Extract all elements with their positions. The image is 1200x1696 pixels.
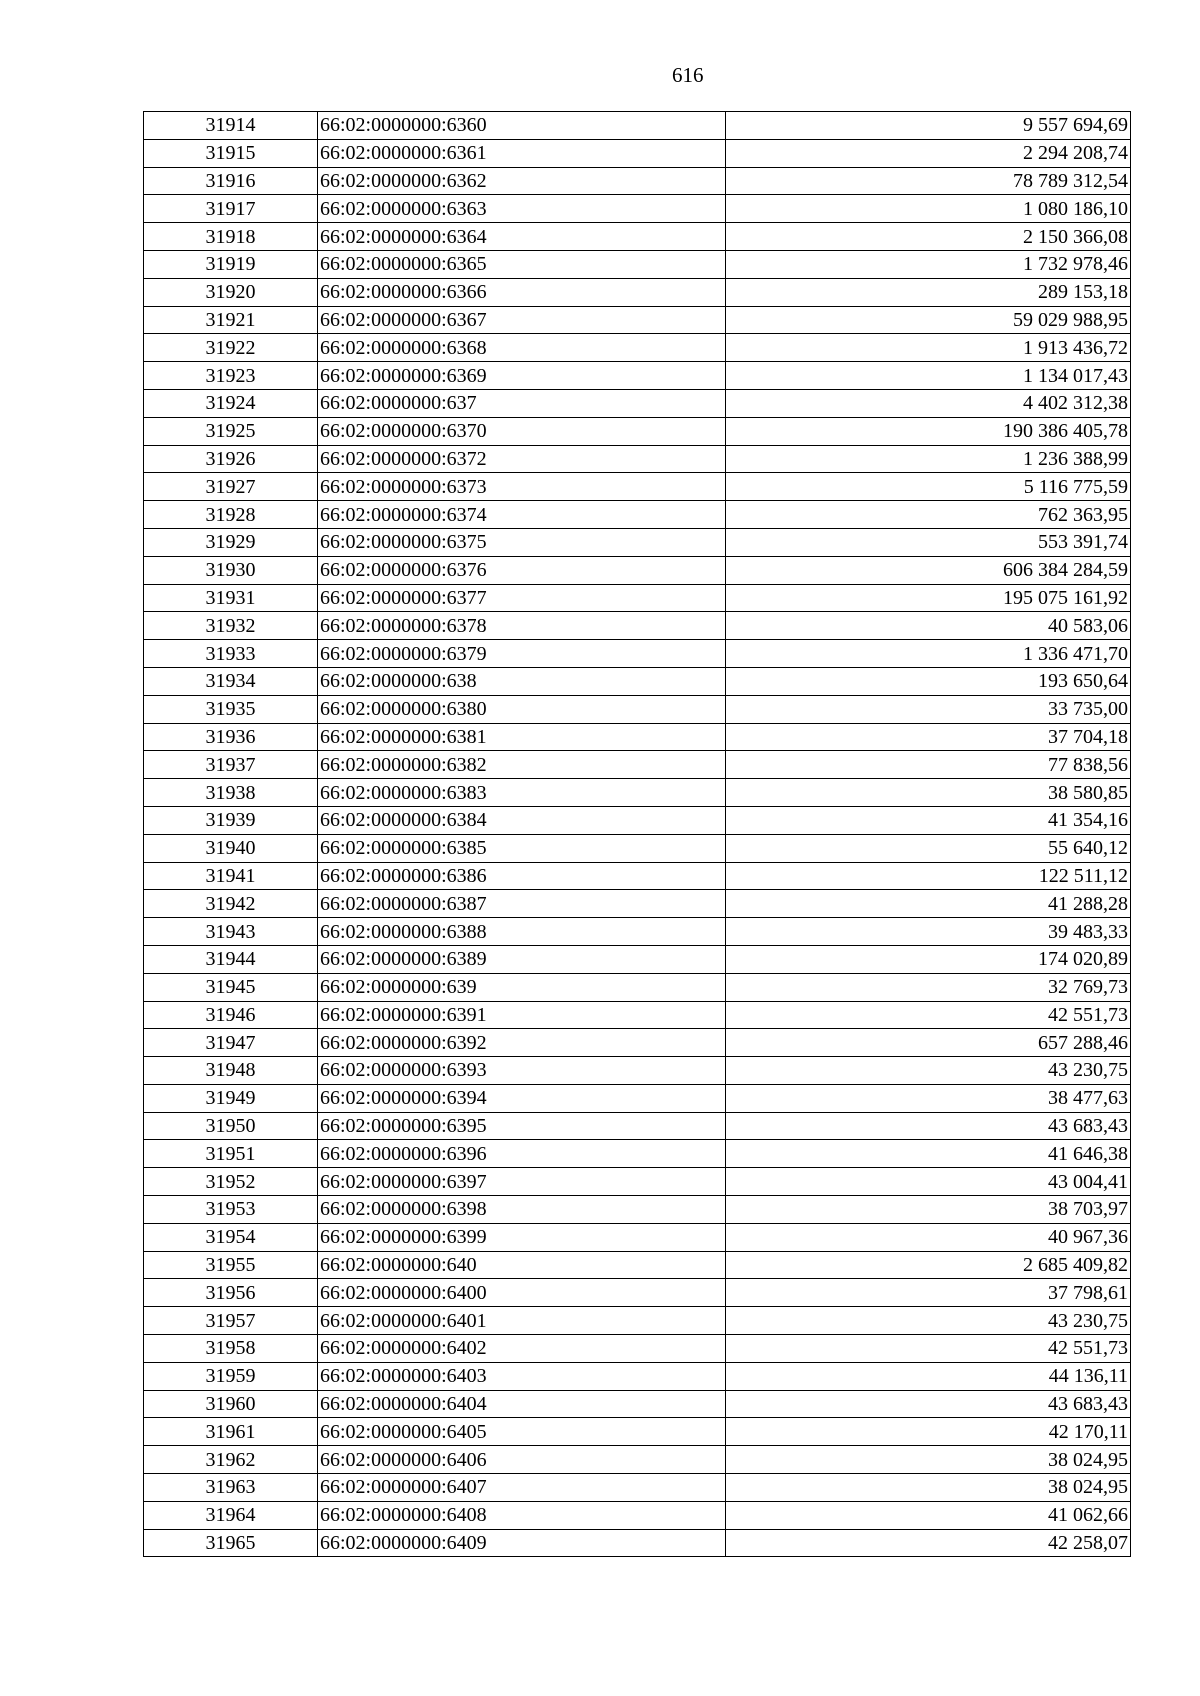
table-row [144,445,1131,473]
row-number-cell: 31964 [144,1501,318,1529]
row-number-cell: 31934 [144,667,318,695]
table-body [144,112,1131,1557]
row-number-cell: 31963 [144,1474,318,1502]
cadastral-number-cell: 66:02:0000000:6376 [318,556,726,584]
cadastral-value-cell: 40 583,06 [726,612,1131,640]
row-number-cell: 31950 [144,1112,318,1140]
cadastral-number-cell: 66:02:0000000:6381 [318,723,726,751]
table-row [144,612,1131,640]
row-number-cell: 31935 [144,695,318,723]
table-row [144,1168,1131,1196]
row-number-cell: 31946 [144,1001,318,1029]
cadastral-value-cell: 43 230,75 [726,1307,1131,1335]
table-row [144,918,1131,946]
cadastral-number-cell: 66:02:0000000:6373 [318,473,726,501]
cadastral-number-cell: 66:02:0000000:6399 [318,1223,726,1251]
cadastral-value-cell: 41 646,38 [726,1140,1131,1168]
table-row [144,1196,1131,1224]
cadastral-value-cell: 41 288,28 [726,890,1131,918]
row-number-cell: 31938 [144,779,318,807]
cadastral-value-table [143,111,1131,1557]
page-header [0,62,1200,88]
cadastral-number-cell: 66:02:0000000:6388 [318,918,726,946]
cadastral-number-cell: 66:02:0000000:6393 [318,1057,726,1085]
cadastral-number-cell: 66:02:0000000:6379 [318,640,726,668]
table-row [144,139,1131,167]
row-number-cell: 31948 [144,1057,318,1085]
cadastral-number-cell: 66:02:0000000:6404 [318,1390,726,1418]
row-number-cell: 31955 [144,1251,318,1279]
row-number-cell: 31916 [144,167,318,195]
row-number-cell: 31951 [144,1140,318,1168]
table-row [144,1057,1131,1085]
cadastral-number-cell: 66:02:0000000:6387 [318,890,726,918]
row-number-cell: 31965 [144,1529,318,1557]
cadastral-number-cell: 66:02:0000000:6386 [318,862,726,890]
table-row [144,1112,1131,1140]
cadastral-value-cell: 4 402 312,38 [726,389,1131,417]
cadastral-number-cell: 66:02:0000000:6397 [318,1168,726,1196]
cadastral-value-cell: 37 704,18 [726,723,1131,751]
cadastral-number-cell: 66:02:0000000:6378 [318,612,726,640]
cadastral-number-cell: 66:02:0000000:637 [318,389,726,417]
cadastral-number-cell: 66:02:0000000:6385 [318,834,726,862]
table-row [144,1223,1131,1251]
cadastral-value-cell: 762 363,95 [726,501,1131,529]
row-number-cell: 31919 [144,250,318,278]
row-number-cell: 31942 [144,890,318,918]
cadastral-value-cell: 41 354,16 [726,806,1131,834]
cadastral-value-cell: 43 230,75 [726,1057,1131,1085]
table-row [144,556,1131,584]
cadastral-number-cell: 66:02:0000000:6383 [318,779,726,807]
row-number-cell: 31940 [144,834,318,862]
table-row [144,751,1131,779]
cadastral-value-cell: 9 557 694,69 [726,112,1131,140]
table-row [144,278,1131,306]
table-row [144,306,1131,334]
cadastral-number-cell: 66:02:0000000:6398 [318,1196,726,1224]
cadastral-value-cell: 2 685 409,82 [726,1251,1131,1279]
row-number-cell: 31941 [144,862,318,890]
row-number-cell: 31953 [144,1196,318,1224]
table-row [144,723,1131,751]
cadastral-value-cell: 43 683,43 [726,1112,1131,1140]
cadastral-value-cell: 2 294 208,74 [726,139,1131,167]
table-row [144,1362,1131,1390]
cadastral-value-cell: 42 551,73 [726,1001,1131,1029]
row-number-cell: 31962 [144,1446,318,1474]
row-number-cell: 31917 [144,195,318,223]
cadastral-value-cell: 40 967,36 [726,1223,1131,1251]
row-number-cell: 31926 [144,445,318,473]
table-row [144,1279,1131,1307]
cadastral-value-cell: 55 640,12 [726,834,1131,862]
table-row [144,667,1131,695]
cadastral-number-cell: 66:02:0000000:6400 [318,1279,726,1307]
row-number-cell: 31937 [144,751,318,779]
cadastral-number-cell: 66:02:0000000:6382 [318,751,726,779]
table-row [144,1529,1131,1557]
cadastral-number-cell: 66:02:0000000:6396 [318,1140,726,1168]
cadastral-value-cell: 174 020,89 [726,945,1131,973]
cadastral-number-cell: 66:02:0000000:6374 [318,501,726,529]
table-row [144,250,1131,278]
table-row [144,473,1131,501]
cadastral-value-cell: 1 913 436,72 [726,334,1131,362]
cadastral-number-cell: 66:02:0000000:6405 [318,1418,726,1446]
cadastral-number-cell: 66:02:0000000:639 [318,973,726,1001]
cadastral-value-cell: 1 732 978,46 [726,250,1131,278]
row-number-cell: 31960 [144,1390,318,1418]
cadastral-number-cell: 66:02:0000000:6402 [318,1335,726,1363]
row-number-cell: 31928 [144,501,318,529]
row-number-cell: 31954 [144,1223,318,1251]
row-number-cell: 31921 [144,306,318,334]
row-number-cell: 31933 [144,640,318,668]
row-number-cell: 31959 [144,1362,318,1390]
table-row [144,112,1131,140]
table-row [144,1140,1131,1168]
row-number-cell: 31958 [144,1335,318,1363]
cadastral-number-cell: 66:02:0000000:640 [318,1251,726,1279]
table-row [144,1501,1131,1529]
row-number-cell: 31944 [144,945,318,973]
table-row [144,1307,1131,1335]
table-row [144,195,1131,223]
cadastral-number-cell: 66:02:0000000:6377 [318,584,726,612]
table-row [144,501,1131,529]
table-row [144,945,1131,973]
row-number-cell: 31925 [144,417,318,445]
table-row [144,973,1131,1001]
cadastral-value-cell: 38 024,95 [726,1474,1131,1502]
table-row [144,1390,1131,1418]
cadastral-number-cell: 66:02:0000000:6362 [318,167,726,195]
table-row [144,1418,1131,1446]
row-number-cell: 31920 [144,278,318,306]
row-number-cell: 31957 [144,1307,318,1335]
table-row [144,389,1131,417]
cadastral-value-cell: 43 683,43 [726,1390,1131,1418]
row-number-cell: 31924 [144,389,318,417]
table-row [144,334,1131,362]
cadastral-value-cell: 1 134 017,43 [726,362,1131,390]
cadastral-value-cell: 1 336 471,70 [726,640,1131,668]
cadastral-value-cell: 42 258,07 [726,1529,1131,1557]
table-row [144,695,1131,723]
row-number-cell: 31956 [144,1279,318,1307]
row-number-cell: 31930 [144,556,318,584]
table-row [144,362,1131,390]
table-row [144,1335,1131,1363]
table-row [144,890,1131,918]
cadastral-number-cell: 66:02:0000000:6392 [318,1029,726,1057]
cadastral-value-cell: 195 075 161,92 [726,584,1131,612]
cadastral-value-cell: 5 116 775,59 [726,473,1131,501]
table-row [144,862,1131,890]
cadastral-number-cell: 66:02:0000000:6369 [318,362,726,390]
cadastral-value-cell: 38 703,97 [726,1196,1131,1224]
cadastral-number-cell: 66:02:0000000:6361 [318,139,726,167]
cadastral-value-cell: 606 384 284,59 [726,556,1131,584]
row-number-cell: 31932 [144,612,318,640]
cadastral-number-cell: 66:02:0000000:6360 [318,112,726,140]
cadastral-number-cell: 66:02:0000000:6366 [318,278,726,306]
row-number-cell: 31927 [144,473,318,501]
cadastral-value-cell: 553 391,74 [726,528,1131,556]
cadastral-value-cell: 32 769,73 [726,973,1131,1001]
row-number-cell: 31914 [144,112,318,140]
table-row [144,834,1131,862]
row-number-cell: 31945 [144,973,318,1001]
cadastral-value-cell: 193 650,64 [726,667,1131,695]
cadastral-number-cell: 66:02:0000000:6391 [318,1001,726,1029]
cadastral-number-cell: 66:02:0000000:6380 [318,695,726,723]
cadastral-number-cell: 66:02:0000000:6384 [318,806,726,834]
cadastral-value-cell: 42 170,11 [726,1418,1131,1446]
row-number-cell: 31929 [144,528,318,556]
cadastral-value-cell: 2 150 366,08 [726,223,1131,251]
cadastral-number-cell: 66:02:0000000:638 [318,667,726,695]
cadastral-value-cell: 37 798,61 [726,1279,1131,1307]
cadastral-number-cell: 66:02:0000000:6375 [318,528,726,556]
row-number-cell: 31949 [144,1084,318,1112]
cadastral-value-cell: 77 838,56 [726,751,1131,779]
cadastral-number-cell: 66:02:0000000:6409 [318,1529,726,1557]
cadastral-number-cell: 66:02:0000000:6394 [318,1084,726,1112]
cadastral-value-cell: 33 735,00 [726,695,1131,723]
row-number-cell: 31918 [144,223,318,251]
cadastral-number-cell: 66:02:0000000:6367 [318,306,726,334]
cadastral-number-cell: 66:02:0000000:6363 [318,195,726,223]
cadastral-number-cell: 66:02:0000000:6370 [318,417,726,445]
cadastral-value-cell: 190 386 405,78 [726,417,1131,445]
table-row [144,806,1131,834]
cadastral-value-cell: 289 153,18 [726,278,1131,306]
cadastral-number-cell: 66:02:0000000:6406 [318,1446,726,1474]
table-row [144,1446,1131,1474]
table-row [144,1084,1131,1112]
table-row [144,1029,1131,1057]
cadastral-value-cell: 39 483,33 [726,918,1131,946]
cadastral-value-cell: 38 024,95 [726,1446,1131,1474]
cadastral-value-cell: 78 789 312,54 [726,167,1131,195]
table-row [144,528,1131,556]
row-number-cell: 31923 [144,362,318,390]
cadastral-value-cell: 38 580,85 [726,779,1131,807]
page-number: 616 [672,63,704,87]
row-number-cell: 31931 [144,584,318,612]
cadastral-number-cell: 66:02:0000000:6365 [318,250,726,278]
cadastral-number-cell: 66:02:0000000:6403 [318,1362,726,1390]
cadastral-value-cell: 1 236 388,99 [726,445,1131,473]
row-number-cell: 31961 [144,1418,318,1446]
table-row [144,1251,1131,1279]
table-row [144,1474,1131,1502]
cadastral-number-cell: 66:02:0000000:6368 [318,334,726,362]
cadastral-value-cell: 43 004,41 [726,1168,1131,1196]
table-row [144,223,1131,251]
cadastral-number-cell: 66:02:0000000:6364 [318,223,726,251]
cadastral-number-cell: 66:02:0000000:6372 [318,445,726,473]
cadastral-number-cell: 66:02:0000000:6407 [318,1474,726,1502]
cadastral-value-cell: 41 062,66 [726,1501,1131,1529]
row-number-cell: 31936 [144,723,318,751]
cadastral-value-cell: 59 029 988,95 [726,306,1131,334]
cadastral-number-cell: 66:02:0000000:6395 [318,1112,726,1140]
cadastral-number-cell: 66:02:0000000:6408 [318,1501,726,1529]
table-row [144,640,1131,668]
table-row [144,167,1131,195]
row-number-cell: 31943 [144,918,318,946]
row-number-cell: 31922 [144,334,318,362]
cadastral-value-cell: 657 288,46 [726,1029,1131,1057]
cadastral-value-cell: 38 477,63 [726,1084,1131,1112]
cadastral-value-cell: 42 551,73 [726,1335,1131,1363]
cadastral-number-cell: 66:02:0000000:6389 [318,945,726,973]
row-number-cell: 31915 [144,139,318,167]
table-row [144,779,1131,807]
table-row [144,1001,1131,1029]
cadastral-value-cell: 1 080 186,10 [726,195,1131,223]
row-number-cell: 31939 [144,806,318,834]
cadastral-value-cell: 122 511,12 [726,862,1131,890]
cadastral-number-cell: 66:02:0000000:6401 [318,1307,726,1335]
row-number-cell: 31947 [144,1029,318,1057]
table-row [144,584,1131,612]
table-row [144,417,1131,445]
row-number-cell: 31952 [144,1168,318,1196]
cadastral-value-cell: 44 136,11 [726,1362,1131,1390]
